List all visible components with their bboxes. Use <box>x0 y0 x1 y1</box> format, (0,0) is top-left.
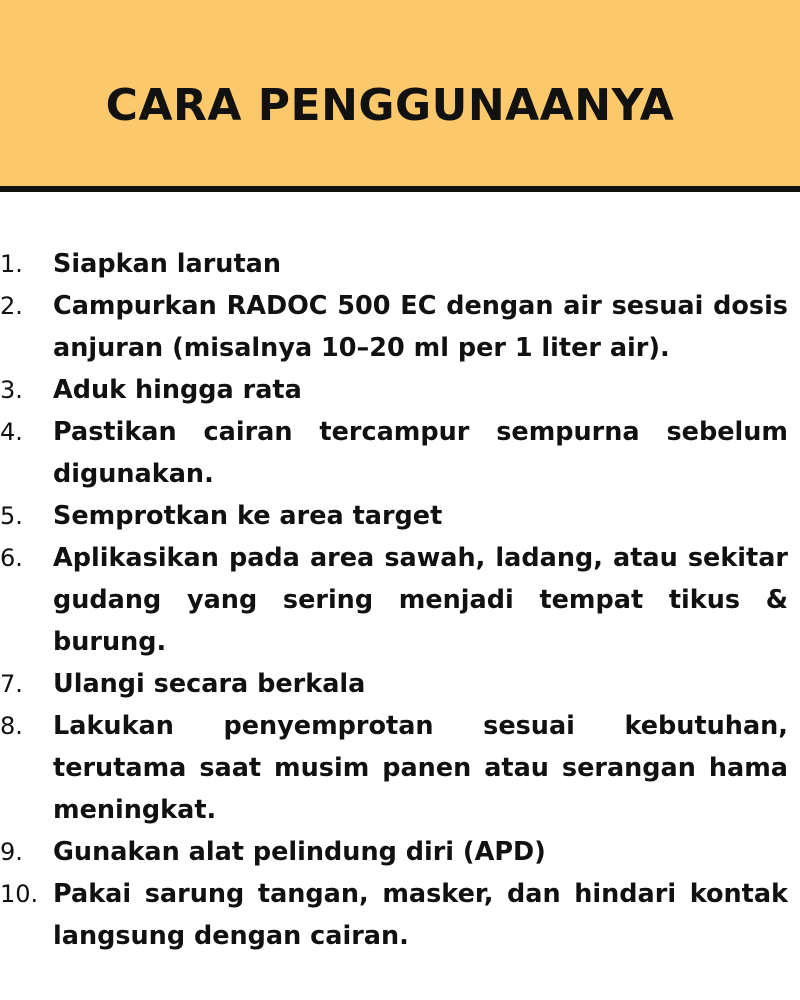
list-item-step-9 <box>0 831 800 873</box>
step-text: Pakai sarung tangan, masker, dan hindari kontak langsung dengan cairan. <box>53 879 788 951</box>
list-item-step-6 <box>0 537 800 663</box>
header-banner <box>0 0 800 192</box>
list-item-step-8 <box>0 705 800 831</box>
step-number: 9. <box>0 838 23 866</box>
list-item-step-1 <box>0 243 800 285</box>
page-title: CARA PENGGUNAANYA <box>105 80 675 131</box>
list-item-step-3 <box>0 369 800 411</box>
step-number: 5. <box>0 502 23 530</box>
step-number: 4. <box>0 418 23 446</box>
step-number: 8. <box>0 712 23 740</box>
step-text: Aduk hingga rata <box>53 375 302 405</box>
step-text: Campurkan RADOC 500 EC dengan air sesuai dosis anjuran (misalnya 10–20 ml per 1 liter air). <box>53 291 788 363</box>
step-number: 10. <box>0 880 39 908</box>
step-number: 2. <box>0 292 23 320</box>
step-text: Gunakan alat pelindung diri (APD) <box>53 837 546 867</box>
step-number: 7. <box>0 670 23 698</box>
step-number: 1. <box>0 250 23 278</box>
list-item-step-10 <box>0 873 800 957</box>
step-number: 6. <box>0 544 23 572</box>
instruction-list <box>0 243 800 957</box>
step-text: Semprotkan ke area target <box>53 501 443 531</box>
step-text: Ulangi secara berkala <box>53 669 366 699</box>
step-text: Aplikasikan pada area sawah, ladang, atau sekitar gudang yang sering menjadi tempat tikus & burung. <box>53 543 788 657</box>
list-item-step-4 <box>0 411 800 495</box>
list-item-step-2 <box>0 285 800 369</box>
step-text: Pastikan cairan tercampur sempurna sebelum digunakan. <box>53 417 788 489</box>
step-text: Siapkan larutan <box>53 249 281 279</box>
list-item-step-7 <box>0 663 800 705</box>
step-text: Lakukan penyemprotan sesuai kebutuhan, terutama saat musim panen atau serangan hama meningkat. <box>53 711 788 825</box>
list-item-step-5 <box>0 495 800 537</box>
step-number: 3. <box>0 376 23 404</box>
